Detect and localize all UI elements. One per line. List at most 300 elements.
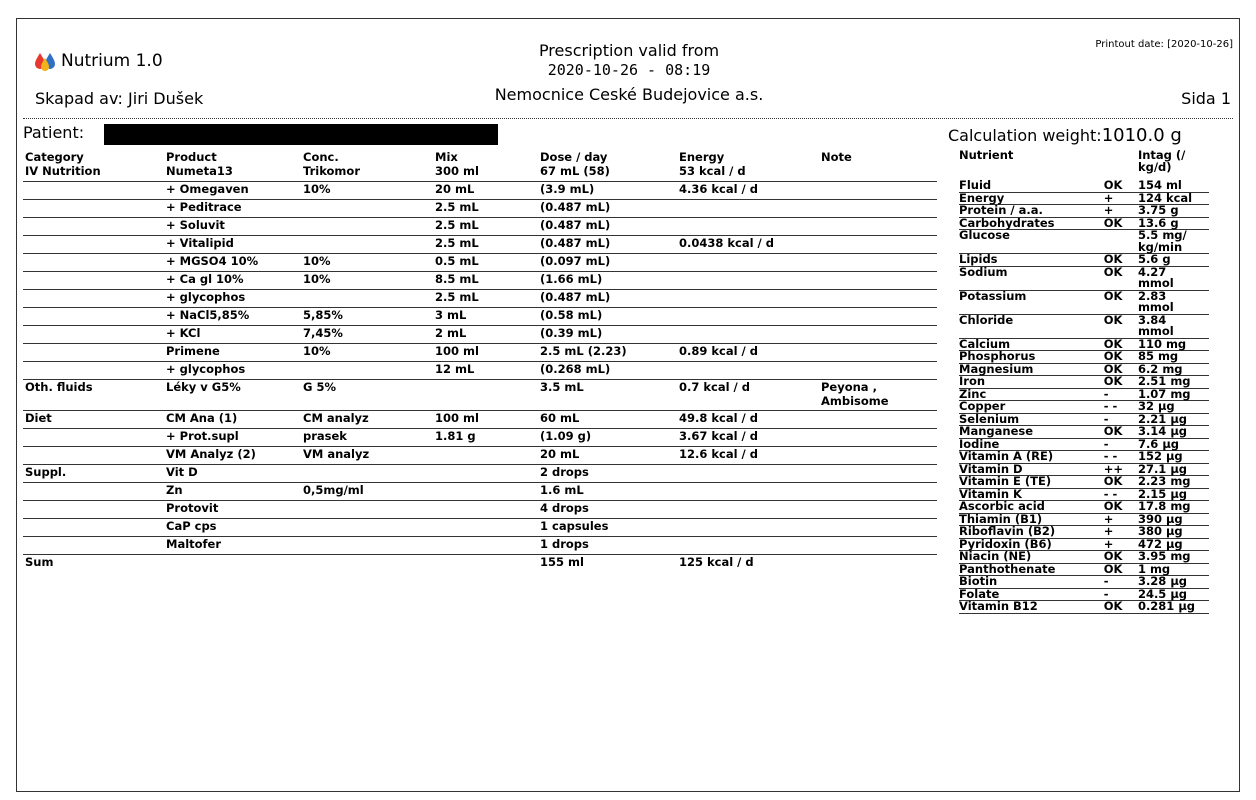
cell-dose: 1 drops	[538, 537, 677, 555]
nutrient-status	[1104, 230, 1138, 254]
cell-energy	[677, 537, 819, 555]
cell-category	[23, 308, 164, 326]
nutrient-status: - -	[1104, 401, 1138, 414]
cell-conc	[301, 501, 433, 519]
cell-dose: 2 drops	[538, 465, 677, 483]
prescription-table	[23, 150, 937, 572]
cell-category: Sum	[23, 555, 164, 573]
nutrient-value: 152 µg	[1138, 451, 1209, 464]
cell-product: CaP cps	[164, 519, 301, 537]
nutrient-value: 154 ml	[1138, 180, 1209, 192]
nutrient-table	[959, 150, 1209, 614]
nutrient-name: Zinc	[959, 388, 1104, 401]
nutrient-status: OK	[1104, 363, 1138, 376]
cell-note	[819, 308, 937, 326]
nutrient-value: 472 µg	[1138, 538, 1209, 551]
table-row	[23, 200, 937, 218]
nutrient-name: Calcium	[959, 338, 1104, 351]
nutrient-value: 2.15 µg	[1138, 488, 1209, 501]
nutrient-name: Pyridoxin (B6)	[959, 538, 1104, 551]
nutrient-name: Magnesium	[959, 363, 1104, 376]
cell-mix	[433, 465, 538, 483]
cell-category: Suppl.	[23, 465, 164, 483]
cell-dose: (3.9 mL)	[538, 182, 677, 200]
cell-category	[23, 272, 164, 290]
cell-note	[819, 290, 937, 308]
table-row	[23, 380, 937, 411]
cell-note	[819, 411, 937, 429]
cell-product: + Ca gl 10%	[164, 272, 301, 290]
cell-note	[819, 200, 937, 218]
cell-note	[819, 465, 937, 483]
document-frame	[16, 18, 1240, 792]
nutrient-status: OK	[1104, 180, 1138, 192]
nutrient-value: 4.27 mmol	[1138, 266, 1209, 290]
cell-conc: 0,5mg/ml	[301, 483, 433, 501]
nutrient-value: 3.28 µg	[1138, 576, 1209, 589]
cell-product: + Omegaven	[164, 182, 301, 200]
cell-mix: 8.5 mL	[433, 272, 538, 290]
cell-mix: 20 mL	[433, 182, 538, 200]
nutrient-name: Biotin	[959, 576, 1104, 589]
cell-dose: 1.6 mL	[538, 483, 677, 501]
cell-dose: (0.487 mL)	[538, 290, 677, 308]
cell-note	[819, 344, 937, 362]
cell-product	[164, 555, 301, 573]
column-header-energy: Energy	[679, 150, 725, 164]
cell-product: Léky v G5%	[164, 380, 301, 411]
table-row	[23, 555, 937, 573]
nutrient-name: Fluid	[959, 180, 1104, 192]
nutrient-value: 2.51 mg	[1138, 376, 1209, 389]
cell-conc: G 5%	[301, 380, 433, 411]
nutrient-name: Vitamin B12	[959, 601, 1104, 614]
table-row	[23, 537, 937, 555]
nutrient-value: 5.5 mg/ kg/min	[1138, 230, 1209, 254]
cell-note	[819, 182, 937, 200]
cell-category	[23, 537, 164, 555]
table-row	[23, 236, 937, 254]
cell-note	[819, 164, 937, 182]
nutrient-value: 32 µg	[1138, 401, 1209, 414]
cell-conc	[301, 555, 433, 573]
nutrient-row	[959, 290, 1209, 314]
cell-dose: 3.5 mL	[538, 380, 677, 411]
nutrient-name: Lipids	[959, 254, 1104, 267]
column-header-category: Category	[25, 150, 84, 164]
cell-energy	[677, 465, 819, 483]
cell-mix: 2 mL	[433, 326, 538, 344]
nutrient-name: Niacin (NE)	[959, 551, 1104, 564]
cell-energy	[677, 290, 819, 308]
cell-energy	[677, 254, 819, 272]
cell-energy: 0.7 kcal / d	[677, 380, 819, 411]
nutrient-status: -	[1104, 388, 1138, 401]
cell-category	[23, 218, 164, 236]
cell-dose: 4 drops	[538, 501, 677, 519]
nutrient-row	[959, 230, 1209, 254]
cell-category	[23, 519, 164, 537]
column-header-dose: Dose / day	[540, 150, 608, 164]
cell-conc: 5,85%	[301, 308, 433, 326]
table-row	[23, 483, 937, 501]
cell-product: Vit D	[164, 465, 301, 483]
nutrient-status: OK	[1104, 338, 1138, 351]
valid-datetime: 2020-10-26 - 08:19	[547, 61, 711, 79]
cell-energy	[677, 501, 819, 519]
nutrient-name: Sodium	[959, 266, 1104, 290]
cell-energy: 0.0438 kcal / d	[677, 236, 819, 254]
table-row	[23, 501, 937, 519]
cell-conc: Trikomor	[303, 164, 360, 178]
cell-energy: 0.89 kcal / d	[677, 344, 819, 362]
nutrient-status: -	[1104, 413, 1138, 426]
cell-energy: 12.6 kcal / d	[677, 447, 819, 465]
table-row	[23, 290, 937, 308]
cell-product: + Soluvit	[164, 218, 301, 236]
nutrient-name: Panthothenate	[959, 563, 1104, 576]
nutrient-value: 24.5 µg	[1138, 588, 1209, 601]
nutrient-row	[959, 601, 1209, 614]
patient-redaction	[104, 124, 498, 145]
cell-note	[819, 218, 937, 236]
nutrient-name: Glucose	[959, 230, 1104, 254]
nutrient-value: 124 kcal	[1138, 192, 1209, 205]
nutrient-value: 3.14 µg	[1138, 426, 1209, 439]
cell-mix: 12 mL	[433, 362, 538, 380]
cell-category	[23, 344, 164, 362]
cell-dose: (1.66 mL)	[538, 272, 677, 290]
cell-mix: 2.5 mL	[433, 218, 538, 236]
nutrient-name: Chloride	[959, 314, 1104, 338]
nutrient-status: OK	[1104, 551, 1138, 564]
cell-mix: 3 mL	[433, 308, 538, 326]
cell-product: + Peditrace	[164, 200, 301, 218]
cell-category	[23, 501, 164, 519]
cell-energy: 49.8 kcal / d	[677, 411, 819, 429]
nutrient-name: Selenium	[959, 413, 1104, 426]
cell-product: Maltofer	[164, 537, 301, 555]
nutrient-name: Phosphorus	[959, 351, 1104, 364]
cell-energy	[677, 218, 819, 236]
nutrient-value: 0.281 µg	[1138, 601, 1209, 614]
cell-energy: 4.36 kcal / d	[677, 182, 819, 200]
cell-category	[23, 200, 164, 218]
cell-category	[23, 290, 164, 308]
nutrient-header-name: Nutrient	[959, 148, 1014, 162]
nutrient-name: Vitamin K	[959, 488, 1104, 501]
hospital-name: Nemocnice Ceské Budejovice a.s.	[494, 85, 764, 104]
cell-dose: 1 capsules	[538, 519, 677, 537]
cell-product: + MGSO4 10%	[164, 254, 301, 272]
nutrient-name: Energy	[959, 192, 1104, 205]
cell-product: Primene	[164, 344, 301, 362]
cell-product: + glycophos	[164, 290, 301, 308]
cell-mix: 100 ml	[433, 411, 538, 429]
nutrient-status: -	[1104, 438, 1138, 451]
printout-date: Printout date: [2020-10-26]	[1095, 39, 1233, 50]
nutrient-value: 380 µg	[1138, 526, 1209, 539]
nutrient-name: Carbohydrates	[959, 217, 1104, 230]
nutrient-panel	[959, 150, 1209, 614]
nutrient-name: Vitamin E (TE)	[959, 476, 1104, 489]
cell-energy	[677, 272, 819, 290]
cell-conc	[301, 519, 433, 537]
cell-conc	[301, 362, 433, 380]
nutrient-name: Potassium	[959, 290, 1104, 314]
cell-product: + Vitalipid	[164, 236, 301, 254]
cell-note	[819, 326, 937, 344]
nutrient-value: 2.21 µg	[1138, 413, 1209, 426]
table-row	[23, 447, 937, 465]
nutrient-status: OK	[1104, 376, 1138, 389]
column-header-note: Note	[821, 150, 852, 164]
nutrient-status: +	[1104, 205, 1138, 218]
nutrient-status: OK	[1104, 563, 1138, 576]
nutrient-status: OK	[1104, 351, 1138, 364]
cell-mix	[433, 483, 538, 501]
cell-category: Oth. fluids	[23, 380, 164, 411]
nutrient-status: OK	[1104, 426, 1138, 439]
nutrient-header-status	[1104, 150, 1138, 173]
cell-conc: 10%	[301, 182, 433, 200]
nutrient-status: +	[1104, 513, 1138, 526]
cell-category	[23, 254, 164, 272]
table-row	[23, 344, 937, 362]
cell-energy	[677, 200, 819, 218]
table-row	[23, 254, 937, 272]
cell-note	[819, 501, 937, 519]
column-header-conc: Conc.	[303, 150, 339, 164]
table-row	[23, 326, 937, 344]
nutrient-value: 3.75 g	[1138, 205, 1209, 218]
nutrient-status: OK	[1104, 314, 1138, 338]
cell-mix	[433, 501, 538, 519]
nutrient-status: -	[1104, 576, 1138, 589]
table-header-row	[23, 150, 937, 164]
nutrient-value: 7.6 µg	[1138, 438, 1209, 451]
nutrient-name: Iodine	[959, 438, 1104, 451]
nutrient-header-row	[959, 150, 1209, 173]
table-row	[23, 308, 937, 326]
cell-dose: (0.487 mL)	[538, 236, 677, 254]
cell-conc	[301, 200, 433, 218]
nutrient-status: +	[1104, 526, 1138, 539]
nutrient-status: ++	[1104, 463, 1138, 476]
nutrient-name: Riboflavin (B2)	[959, 526, 1104, 539]
cell-energy: 125 kcal / d	[677, 555, 819, 573]
nutrient-value: 110 mg	[1138, 338, 1209, 351]
calculation-weight	[948, 125, 1182, 146]
nutrient-status: OK	[1104, 476, 1138, 489]
cell-conc: CM analyz	[301, 411, 433, 429]
cell-dose: (0.487 mL)	[538, 200, 677, 218]
cell-note: Peyona , Ambisome	[819, 380, 937, 411]
nutrient-value: 5.6 g	[1138, 254, 1209, 267]
table-row	[23, 411, 937, 429]
cell-conc: 10%	[301, 344, 433, 362]
cell-conc	[301, 236, 433, 254]
column-header-mix: Mix	[435, 150, 458, 164]
cell-energy	[677, 519, 819, 537]
cell-conc: 10%	[301, 272, 433, 290]
cell-note	[819, 447, 937, 465]
table-row	[23, 164, 937, 182]
nutrient-header-value: Intag (/ kg/d)	[1137, 148, 1186, 174]
nutrient-value: 2.23 mg	[1138, 476, 1209, 489]
nutrient-status: OK	[1104, 290, 1138, 314]
cell-conc: 7,45%	[301, 326, 433, 344]
cell-mix: 0.5 mL	[433, 254, 538, 272]
app-title: Nutrium 1.0	[61, 51, 163, 71]
cell-product: + KCl	[164, 326, 301, 344]
nutrient-status: OK	[1104, 601, 1138, 614]
nutrient-status: +	[1104, 192, 1138, 205]
table-row	[23, 465, 937, 483]
nutrient-name: Protein / a.a.	[959, 205, 1104, 218]
cell-product: + Prot.supl	[164, 429, 301, 447]
cell-dose: 67 mL (58)	[540, 164, 610, 178]
cell-mix: 2.5 mL	[433, 290, 538, 308]
cell-mix	[433, 537, 538, 555]
table-row	[23, 519, 937, 537]
table-row	[23, 218, 937, 236]
cell-mix: 300 ml	[435, 164, 479, 178]
cell-dose: (1.09 g)	[538, 429, 677, 447]
cell-product: Numeta13	[166, 164, 233, 178]
nutrient-value: 1.07 mg	[1138, 388, 1209, 401]
cell-conc: 10%	[301, 254, 433, 272]
cell-conc	[301, 465, 433, 483]
cell-product: + glycophos	[164, 362, 301, 380]
nutrient-status: OK	[1104, 266, 1138, 290]
nutrient-value: 390 µg	[1138, 513, 1209, 526]
table-row	[23, 272, 937, 290]
nutrient-name: Thiamin (B1)	[959, 513, 1104, 526]
cell-product: VM Analyz (2)	[164, 447, 301, 465]
cell-dose: (0.268 mL)	[538, 362, 677, 380]
cell-note	[819, 254, 937, 272]
cell-conc: prasek	[301, 429, 433, 447]
cell-mix: 2.5 mL	[433, 200, 538, 218]
cell-conc	[301, 537, 433, 555]
nutrient-value: 3.95 mg	[1138, 551, 1209, 564]
cell-category: IV Nutrition	[25, 164, 101, 178]
cell-mix	[433, 447, 538, 465]
nutrient-row	[959, 266, 1209, 290]
nutrient-name: Vitamin D	[959, 463, 1104, 476]
cell-mix: 1.81 g	[433, 429, 538, 447]
cell-note	[819, 555, 937, 573]
nutrient-name: Copper	[959, 401, 1104, 414]
table-row	[23, 362, 937, 380]
cell-note	[819, 236, 937, 254]
cell-mix	[433, 380, 538, 411]
nutrient-value: 13.6 g	[1138, 217, 1209, 230]
nutrient-status: - -	[1104, 488, 1138, 501]
valid-label: Prescription valid from	[538, 41, 720, 60]
cell-note	[819, 483, 937, 501]
cell-note	[819, 519, 937, 537]
cell-energy: 53 kcal / d	[679, 164, 746, 178]
cell-product: + NaCl5,85%	[164, 308, 301, 326]
cell-dose: 20 mL	[538, 447, 677, 465]
cell-dose: (0.097 mL)	[538, 254, 677, 272]
cell-conc	[301, 218, 433, 236]
calc-weight-label: Calculation weight:	[948, 126, 1102, 145]
cell-note	[819, 537, 937, 555]
cell-dose: (0.58 mL)	[538, 308, 677, 326]
cell-dose: 2.5 mL (2.23)	[538, 344, 677, 362]
nutrient-name: Vitamin A (RE)	[959, 451, 1104, 464]
cell-product: CM Ana (1)	[164, 411, 301, 429]
nutrient-value: 2.83 mmol	[1138, 290, 1209, 314]
cell-category	[23, 236, 164, 254]
cell-conc: VM analyz	[301, 447, 433, 465]
patient-label: Patient:	[23, 123, 85, 142]
calc-weight-value: 1010.0 g	[1101, 125, 1182, 146]
nutrient-status: OK	[1104, 501, 1138, 514]
nutrient-value: 3.84 mmol	[1138, 314, 1209, 338]
nutrient-status: - -	[1104, 451, 1138, 464]
cell-energy	[677, 362, 819, 380]
cell-mix	[433, 555, 538, 573]
cell-note	[819, 362, 937, 380]
nutrient-value: 1 mg	[1138, 563, 1209, 576]
cell-energy	[677, 308, 819, 326]
cell-energy	[677, 483, 819, 501]
cell-conc	[301, 290, 433, 308]
cell-category	[23, 362, 164, 380]
dotted-divider	[23, 118, 1233, 119]
cell-dose: (0.39 mL)	[538, 326, 677, 344]
nutrient-row	[959, 314, 1209, 338]
nutrient-name: Manganese	[959, 426, 1104, 439]
cell-mix	[433, 519, 538, 537]
nutrient-status: OK	[1104, 254, 1138, 267]
cell-dose: 155 ml	[538, 555, 677, 573]
nutrient-value: 27.1 µg	[1138, 463, 1209, 476]
column-header-product: Product	[166, 150, 217, 164]
nutrient-value: 17.8 mg	[1138, 501, 1209, 514]
cell-category: Diet	[23, 411, 164, 429]
cell-category	[23, 483, 164, 501]
nutrient-value: 6.2 mg	[1138, 363, 1209, 376]
created-by: Skapad av: Jiri Dušek	[35, 89, 204, 108]
cell-mix: 100 ml	[433, 344, 538, 362]
cell-energy	[677, 326, 819, 344]
cell-note	[819, 272, 937, 290]
page-number: Sida 1	[1181, 89, 1231, 108]
cell-category	[23, 429, 164, 447]
cell-note	[819, 429, 937, 447]
cell-product: Protovit	[164, 501, 301, 519]
nutrient-status: -	[1104, 588, 1138, 601]
cell-category	[23, 447, 164, 465]
cell-dose: (0.487 mL)	[538, 218, 677, 236]
nutrient-status: OK	[1104, 217, 1138, 230]
nutrient-name: Folate	[959, 588, 1104, 601]
nutrient-name: Ascorbic acid	[959, 501, 1104, 514]
table-row	[23, 429, 937, 447]
nutrient-name: Iron	[959, 376, 1104, 389]
nutrient-value: 85 mg	[1138, 351, 1209, 364]
cell-product: Zn	[164, 483, 301, 501]
cell-category	[23, 182, 164, 200]
cell-category	[23, 326, 164, 344]
cell-mix: 2.5 mL	[433, 236, 538, 254]
nutrient-status: +	[1104, 538, 1138, 551]
